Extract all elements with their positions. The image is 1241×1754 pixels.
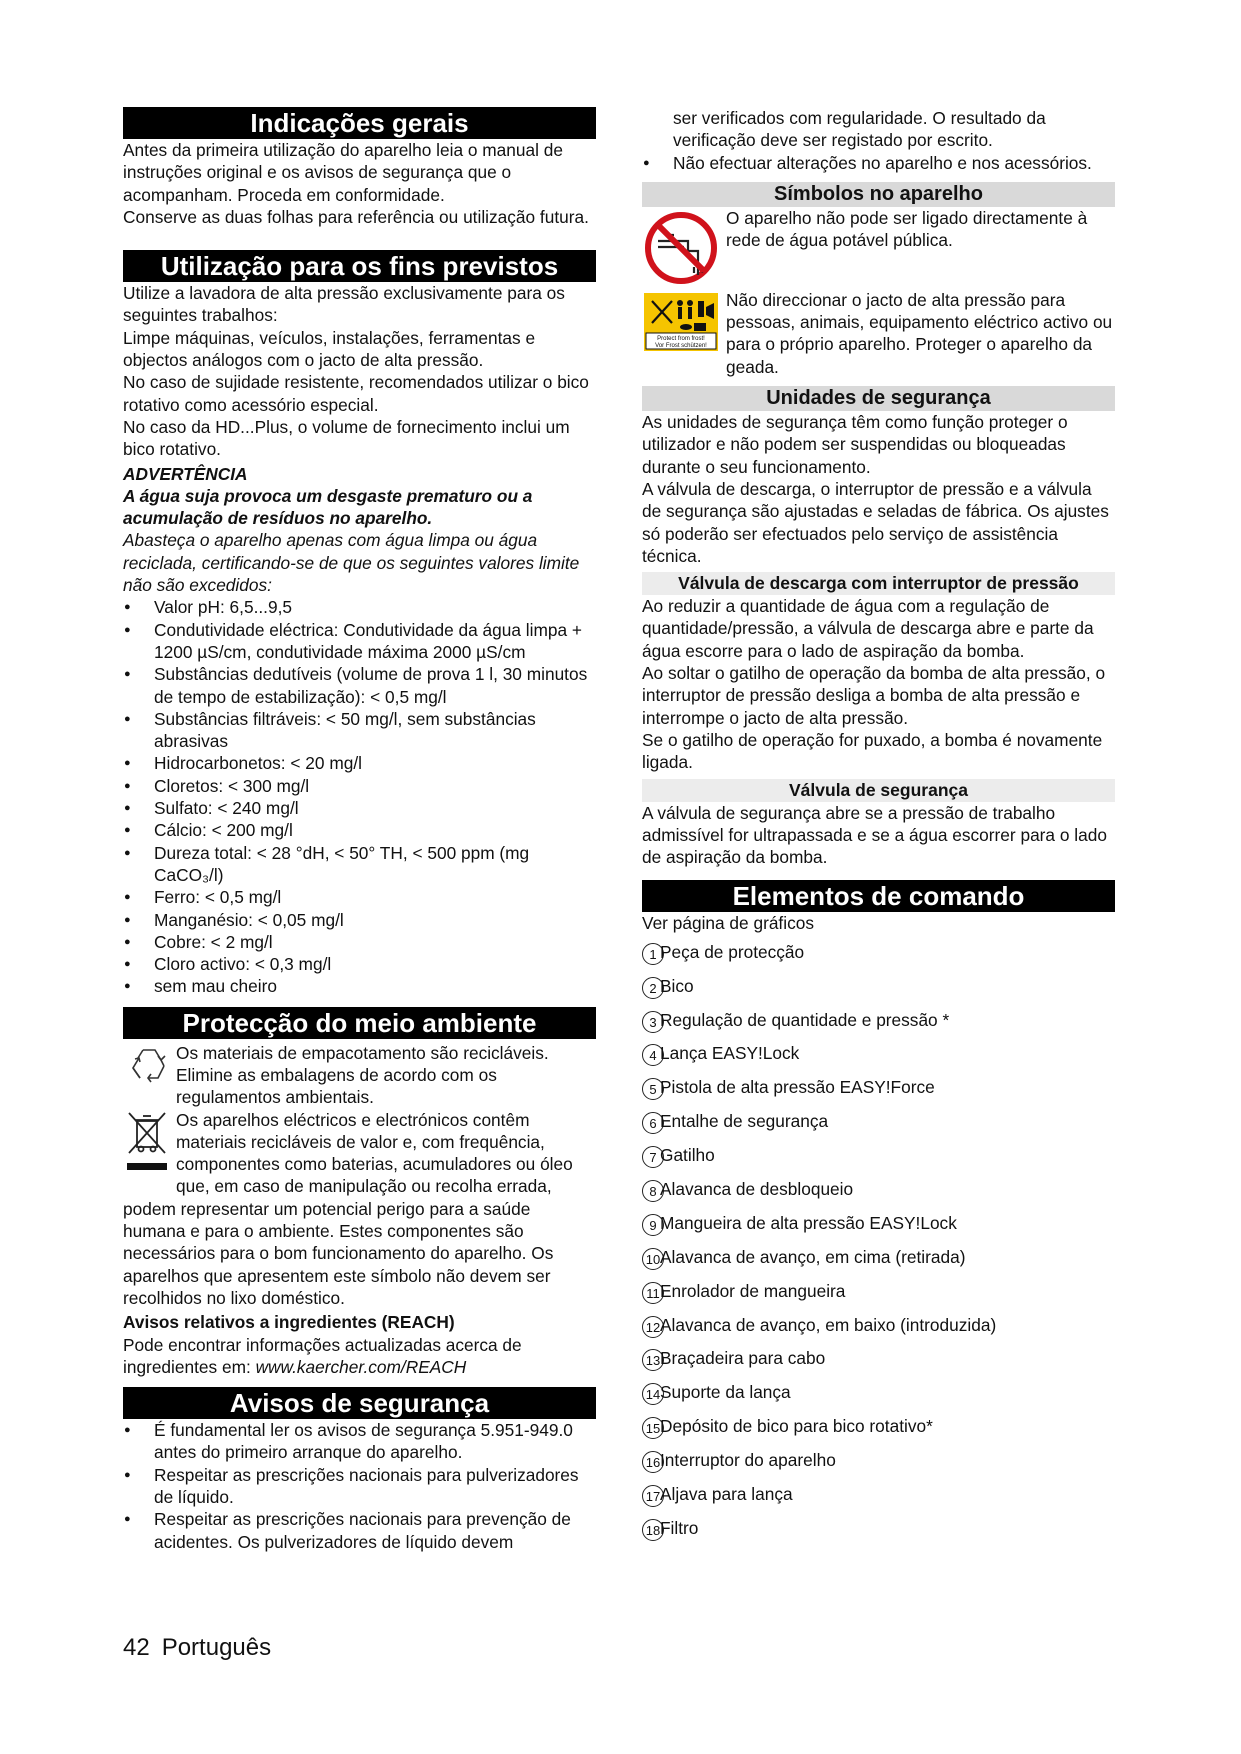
section-title-environment: Protecção do meio ambiente [123,1007,596,1039]
list-item: ● Sulfato: < 240 mg/l [123,797,596,819]
list-item [642,1314,1115,1348]
item-label: Aljava para lança [660,1483,793,1504]
item-label: Mangueira de alta pressão EASY!Lock [660,1212,957,1233]
symbol-text-1: O aparelho não pode ser ligado directamente à rede de água potável pública. [726,207,1088,251]
use-p4: No caso da HD...Plus, o volume de fornecimento inclui um bico rotativo. [123,416,570,460]
recycle-icon [128,1046,170,1086]
left-column [123,107,596,1553]
recycling-text: Os materiais de empacotamento são recicláveis. Elimine as embalagens de acordo com os regulamentos ambientais. [176,1042,549,1108]
item-number-badge: 3 [642,1011,664,1033]
list-item [642,1449,1115,1483]
item-label: Gatilho [660,1145,715,1166]
item-label: Pistola de alta pressão EASY!Force [660,1077,935,1098]
controls-intro: Ver página de gráficos [642,913,814,934]
item-number-badge: 8 [642,1180,664,1202]
list-item [642,1246,1115,1280]
general-p2: Conserve as duas folhas para referência ou utilização futura. [123,206,589,227]
list-item: ● Respeitar as prescrições nacionais para pulverizadores de líquido. [123,1464,596,1509]
list-item [642,1076,1115,1110]
item-label: Depósito de bico para bico rotativo* [660,1416,933,1437]
section-title-discharge-valve: Válvula de descarga com interruptor de pressão [642,572,1115,595]
list-item: ● Substâncias filtráveis: < 50 mg/l, sem substâncias abrasivas [123,708,596,753]
controls-list [642,941,1115,1551]
use-p1: Utilize a lavadora de alta pressão exclusivamente para os seguintes trabalhos: [123,283,565,326]
item-label: Entalhe de segurança [660,1111,829,1132]
item-number-badge: 15 [642,1417,664,1439]
warning-text: Abasteça o aparelho apenas com água limpa ou água reciclada, certificando-se de que os seguintes valores limite não são excedidos: [123,530,580,596]
section-title-safety-notes: Avisos de segurança [123,1387,596,1419]
general-p1: Antes da primeira utilização do aparelho leia o manual de instruções original e os avisos de segurança que o acompanham. Proceda em conformidade. [123,140,563,205]
item-number-badge: 14 [642,1383,664,1405]
discharge-p2: Ao soltar o gatilho de operação da bomba de alta pressão, o interruptor de pressão desliga a bomba de alta pressão e interrompe o jacto de alta pressão. [642,663,1106,728]
list-item [642,1110,1115,1144]
page-number: 42 [123,1634,150,1661]
list-item: ● Cloretos: < 300 mg/l [123,775,596,797]
symbol-row-no-drinking-water [642,207,1115,285]
list-item [642,1280,1115,1314]
list-item [642,1042,1115,1076]
list-item: ● sem mau cheiro [123,975,596,997]
list-item: ● Cálcio: < 200 mg/l [123,819,596,841]
item-label: Bico [660,975,694,996]
item-number-badge: 13 [642,1349,664,1371]
item-label: Braçadeira para cabo [660,1348,826,1369]
item-label: Filtro [660,1517,699,1538]
list-item [642,1483,1115,1517]
footer-language: Português [161,1634,272,1661]
list-item: ● Ferro: < 0,5 mg/l [123,886,596,908]
item-label: Enrolador de mangueira [660,1280,846,1301]
right-column [642,107,1115,1551]
reach-title: Avisos relativos a ingredientes (REACH) [123,1312,455,1333]
list-item [642,1178,1115,1212]
list-item [642,1144,1115,1178]
item-label: Alavanca de desbloqueio [660,1178,854,1199]
reach-text: Pode encontrar informações actualizadas acerca de ingredientes em: [123,1334,522,1377]
reach-link[interactable]: www.kaercher.com/REACH [255,1356,467,1377]
list-item: ● Cloro activo: < 0,3 mg/l [123,953,596,975]
use-p2: Limpe máquinas, veículos, instalações, ferramentas e objectos análogos com o jacto de alta pressão. [123,327,536,371]
list-item: ● Hidrocarbonetos: < 20 mg/l [123,752,596,774]
item-number-badge: 1 [642,943,664,965]
item-number-badge: 2 [642,977,664,999]
list-item: ● Condutividade eléctrica: Condutividade da água limpa + 1200 µS/cm, condutividade máxima 2000 µS/cm [123,619,596,664]
item-label: Interruptor do aparelho [660,1450,836,1471]
recycling-note [123,1042,596,1109]
list-item: ● É fundamental ler os avisos de segurança 5.951-949.0 antes do primeiro arranque do aparelho. [123,1419,596,1464]
frost-label-1: Protect from frost! [657,335,705,342]
warning-label: ADVERTÊNCIA [123,463,248,484]
warning-bold: A água suja provoca um desgaste prematuro ou a acumulação de resíduos no aparelho. [123,485,533,529]
list-item [642,975,1115,1009]
list-item [642,1009,1115,1043]
section-title-safety-units: Unidades de segurança [642,386,1115,411]
item-number-badge: 17 [642,1485,664,1507]
section-title-safety-valve: Válvula de segurança [642,779,1115,802]
high-pressure-warning-icon [644,293,718,351]
weee-note [123,1109,596,1310]
item-number-badge: 7 [642,1146,664,1168]
item-number-badge: 11 [642,1282,664,1304]
symbol-row-no-jet [642,289,1115,378]
section-title-general: Indicações gerais [123,107,596,139]
list-item: ● Valor pH: 6,5...9,5 [123,596,596,618]
weee-text-body: Os aparelhos eléctricos e electrónicos contêm materiais recicláveis de valor e, com frequência, componentes como baterias, acumuladores ou óleo que, em caso de manipulação ou recolha errada, podem representar um potencial perigo para a saúde humana e para o ambiente. Estes componentes são necessários para o bom funcionamento do aparelho. Os aparelhos que apresentem este símbolo não devem ser recolhidos no lixo doméstico. [123,1109,573,1308]
item-number-badge: 6 [642,1112,664,1134]
item-number-badge: 5 [642,1078,664,1100]
water-limits-list [123,596,596,997]
list-item: ● Substâncias dedutíveis (volume de prova 1 l, 30 minutos de tempo de estabilização): < 0,5 mg/l [123,663,596,708]
list-item: ● Não efectuar alterações no aparelho e nos acessórios. [642,152,1115,174]
no-drinking-water-connection-icon [644,211,718,285]
discharge-p3: Se o gatilho de operação for puxado, a bomba é novamente ligada. [642,729,1103,773]
section-title-symbols: Símbolos no aparelho [642,182,1115,207]
list-item [642,1415,1115,1449]
safety-valve-p1: A válvula de segurança abre se a pressão de trabalho admissível for ultrapassada e se a água escorrer para o lado de aspiração da bomba. [642,802,1107,868]
safety-notes-list [123,1419,596,1553]
list-item [642,941,1115,975]
list-item [642,1347,1115,1381]
section-title-intended-use: Utilização para os fins previstos [123,250,596,282]
list-item [642,1212,1115,1246]
symbol-text-2: Não direccionar o jacto de alta pressão para pessoas, animais, equipamento eléctrico activo ou para o próprio aparelho. Proteger o aparelho da geada. [726,289,1113,377]
item-number-badge: 10 [642,1248,664,1270]
section-title-controls: Elementos de comando [642,880,1115,912]
item-label: Suporte da lança [660,1382,791,1403]
list-item: ● Dureza total: < 28 °dH, < 50° TH, < 500 ppm (mg CaCO₃/l) [123,842,596,887]
item-label: Lança EASY!Lock [660,1043,800,1064]
use-p3: No caso de sujidade resistente, recomendados utilizar o bico rotativo como acessório especial. [123,372,589,415]
item-number-badge: 4 [642,1044,664,1066]
safety-units-p2: A válvula de descarga, o interruptor de pressão e a válvula de segurança são ajustadas e seladas de fábrica. Os ajustes só poderão ser efectuados pelo serviço de assistência técnica. [642,478,1109,566]
continued-text: ser verificados com regularidade. O resultado da verificação deve ser registado por escrito. [673,108,1046,151]
item-label: Regulação de quantidade e pressão * [660,1009,950,1030]
item-number-badge: 16 [642,1451,664,1473]
item-number-badge: 9 [642,1214,664,1236]
list-item [642,1517,1115,1551]
crossed-bin-icon [125,1109,169,1173]
continued-list [642,152,1115,174]
item-label: Peça de protecção [660,941,805,962]
item-number-badge: 12 [642,1316,664,1338]
safety-units-p1: As unidades de segurança têm como função proteger o utilizador e não podem ser suspendidas ou bloqueadas durante o seu funcionamento. [642,412,1068,477]
list-item: ● Respeitar as prescrições nacionais para prevenção de acidentes. Os pulverizadores de líquido devem [123,1508,596,1553]
page-footer [123,1634,271,1662]
discharge-p1: Ao reduzir a quantidade de água com a regulação de quantidade/pressão, a válvula de descarga abre e parte da água escorre para o lado de aspiração da bomba. [642,596,1094,661]
frost-label-2: Vor Frost schützen! [655,342,707,349]
weee-text [123,1109,596,1310]
list-item [642,1381,1115,1415]
item-label: Alavanca de avanço, em baixo (introduzida) [660,1314,997,1335]
item-number-badge: 18 [642,1519,664,1541]
item-label: Alavanca de avanço, em cima (retirada) [660,1246,966,1267]
list-item: ● Manganésio: < 0,05 mg/l [123,909,596,931]
reach-paragraph [123,1334,596,1379]
list-item: ● Cobre: < 2 mg/l [123,931,596,953]
